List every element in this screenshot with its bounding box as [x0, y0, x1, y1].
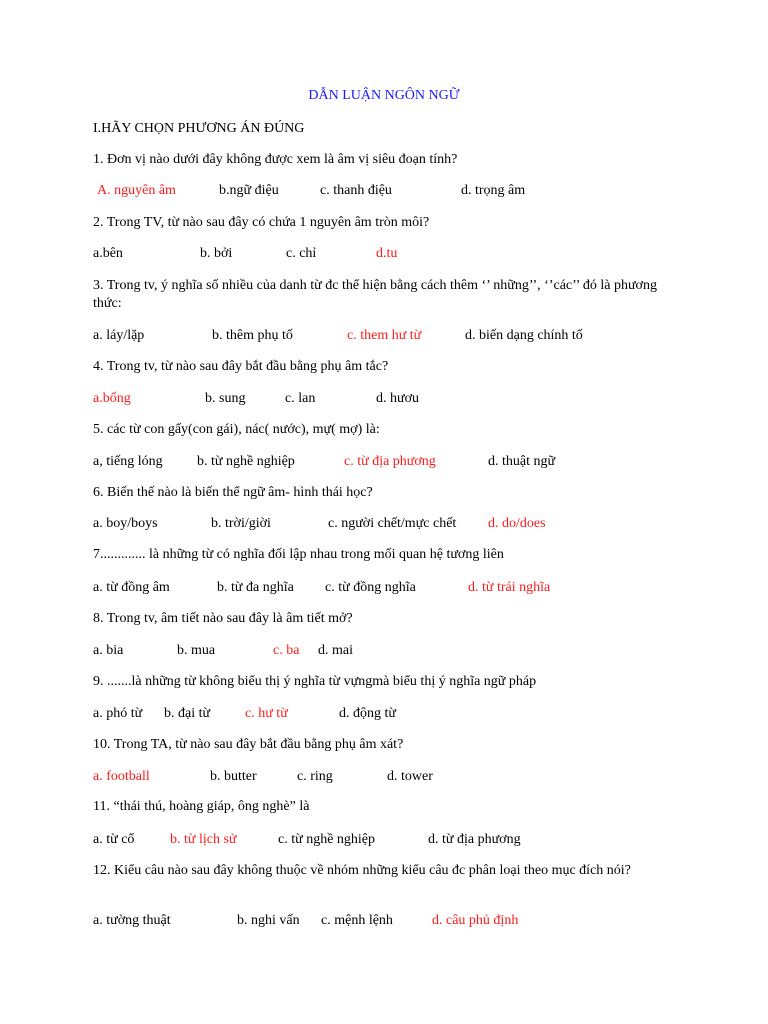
question-11: 11. “thái thú, hoàng giáp, ông nghè” là [93, 799, 310, 814]
q10-option-b: b. butter [210, 769, 257, 784]
question-7: 7............. là những từ có nghĩa đối lập nhau trong mối quan hệ tương liên [93, 547, 504, 562]
question-6: 6. Biến thế nào là biến thể ngữ âm- hình thái học? [93, 485, 373, 500]
q12-option-d: d. câu phủ định [432, 913, 519, 928]
q5-option-a: a, tiếng lóng [93, 454, 163, 469]
q4-option-b: b. sung [205, 391, 246, 406]
q7-option-a: a. từ đồng âm [93, 580, 170, 595]
question-2: 2. Trong TV, từ nào sau đây có chứa 1 nguyên âm tròn môi? [93, 215, 430, 230]
q8-option-d: d. mai [318, 643, 353, 658]
page-title: DẪN LUẬN NGÔN NGỮ [308, 88, 460, 103]
q11-option-c: c. từ nghề nghiệp [278, 832, 376, 847]
q6-option-d: d. do/does [488, 516, 546, 531]
q9-option-b: b. đại từ [164, 706, 211, 721]
q11-option-b: b. từ lịch sử [170, 832, 237, 847]
q3-option-b: b. thêm phụ tố [212, 328, 293, 343]
q2-option-c: c. chỉ [286, 246, 317, 261]
question-4: 4. Trong tv, từ nào sau đây bắt đầu bằng phụ âm tắc? [93, 359, 389, 374]
q1-option-b: b.ngữ điệu [219, 183, 279, 198]
q9-option-a: a. phó từ [93, 706, 143, 721]
q1-option-c: c. thanh điệu [320, 183, 392, 198]
q8-option-c: c. ba [273, 643, 300, 658]
question-12: 12. Kiểu câu nào sau đây không thuộc về nhóm những kiểu câu đc phân loại theo mục đích nói? [93, 863, 631, 878]
q3-option-a: a. láy/lặp [93, 328, 145, 343]
q6-option-a: a. boy/boys [93, 516, 158, 531]
q5-option-b: b. từ nghề nghiệp [197, 454, 295, 469]
q11-option-a: a. từ cổ [93, 832, 135, 847]
q3-option-c: c. them hư từ [347, 328, 422, 343]
question-8: 8. Trong tv, âm tiết nào sau đây là âm tiết mở? [93, 611, 353, 626]
q2-option-d: d.tu [376, 246, 398, 261]
q6-option-b: b. trời/giời [211, 516, 271, 531]
q1-option-d: d. trọng âm [461, 183, 526, 198]
q3-option-d: d. biến dạng chính tố [465, 328, 583, 343]
q5-option-c: c. từ địa phương [344, 454, 436, 469]
q7-option-b: b. từ đa nghĩa [217, 580, 294, 595]
q10-option-c: c. ring [297, 769, 333, 784]
question-10: 10. Trong TA, từ nào sau đây bắt đầu bằng phụ âm xát? [93, 737, 404, 752]
question-1: 1. Đơn vị nào dưới đây không được xem là âm vị siêu đoạn tính? [93, 152, 458, 167]
q1-option-a: A. nguyên âm [97, 183, 176, 198]
q4-option-d: d. hươu [376, 391, 419, 406]
section-heading: I.HÃY CHỌN PHƯƠNG ÁN ĐÚNG [93, 121, 305, 136]
q2-option-a: a.bên [93, 246, 123, 261]
q10-option-a: a. football [93, 769, 150, 784]
q4-option-a: a.bống [93, 391, 131, 406]
q8-option-b: b. mua [177, 643, 216, 658]
q6-option-c: c. người chết/mực chết [328, 516, 457, 531]
q4-option-c: c. lan [285, 391, 316, 406]
q9-option-c: c. hư từ [245, 706, 288, 721]
q7-option-d: d. từ trái nghĩa [468, 580, 551, 595]
question-9: 9. .......là những từ không biểu thị ý nghĩa từ vựngmà biểu thị ý nghĩa ngữ pháp [93, 674, 537, 689]
q7-option-c: c. từ đồng nghĩa [325, 580, 416, 595]
q12-option-a: a. tường thuật [93, 913, 171, 928]
q11-option-d: d. từ địa phương [428, 832, 521, 847]
q5-option-d: d. thuật ngữ [488, 454, 556, 469]
question-3: 3. Trong tv, ý nghĩa số nhiều của danh từ đc thể hiện bằng cách thêm ‘’ những’’, ‘’các’’ đó là phương thức: [93, 278, 657, 311]
q8-option-a: a. bia [93, 643, 124, 658]
q2-option-b: b. bởi [200, 246, 233, 261]
q12-option-c: c. mệnh lệnh [321, 913, 393, 928]
q9-option-d: d. động từ [339, 706, 396, 721]
q12-option-b: b. nghi vấn [237, 913, 300, 928]
question-5: 5. các từ con gấy(con gái), nác( nước), mự( mợ) là: [93, 422, 380, 437]
q10-option-d: d. tower [387, 769, 433, 784]
